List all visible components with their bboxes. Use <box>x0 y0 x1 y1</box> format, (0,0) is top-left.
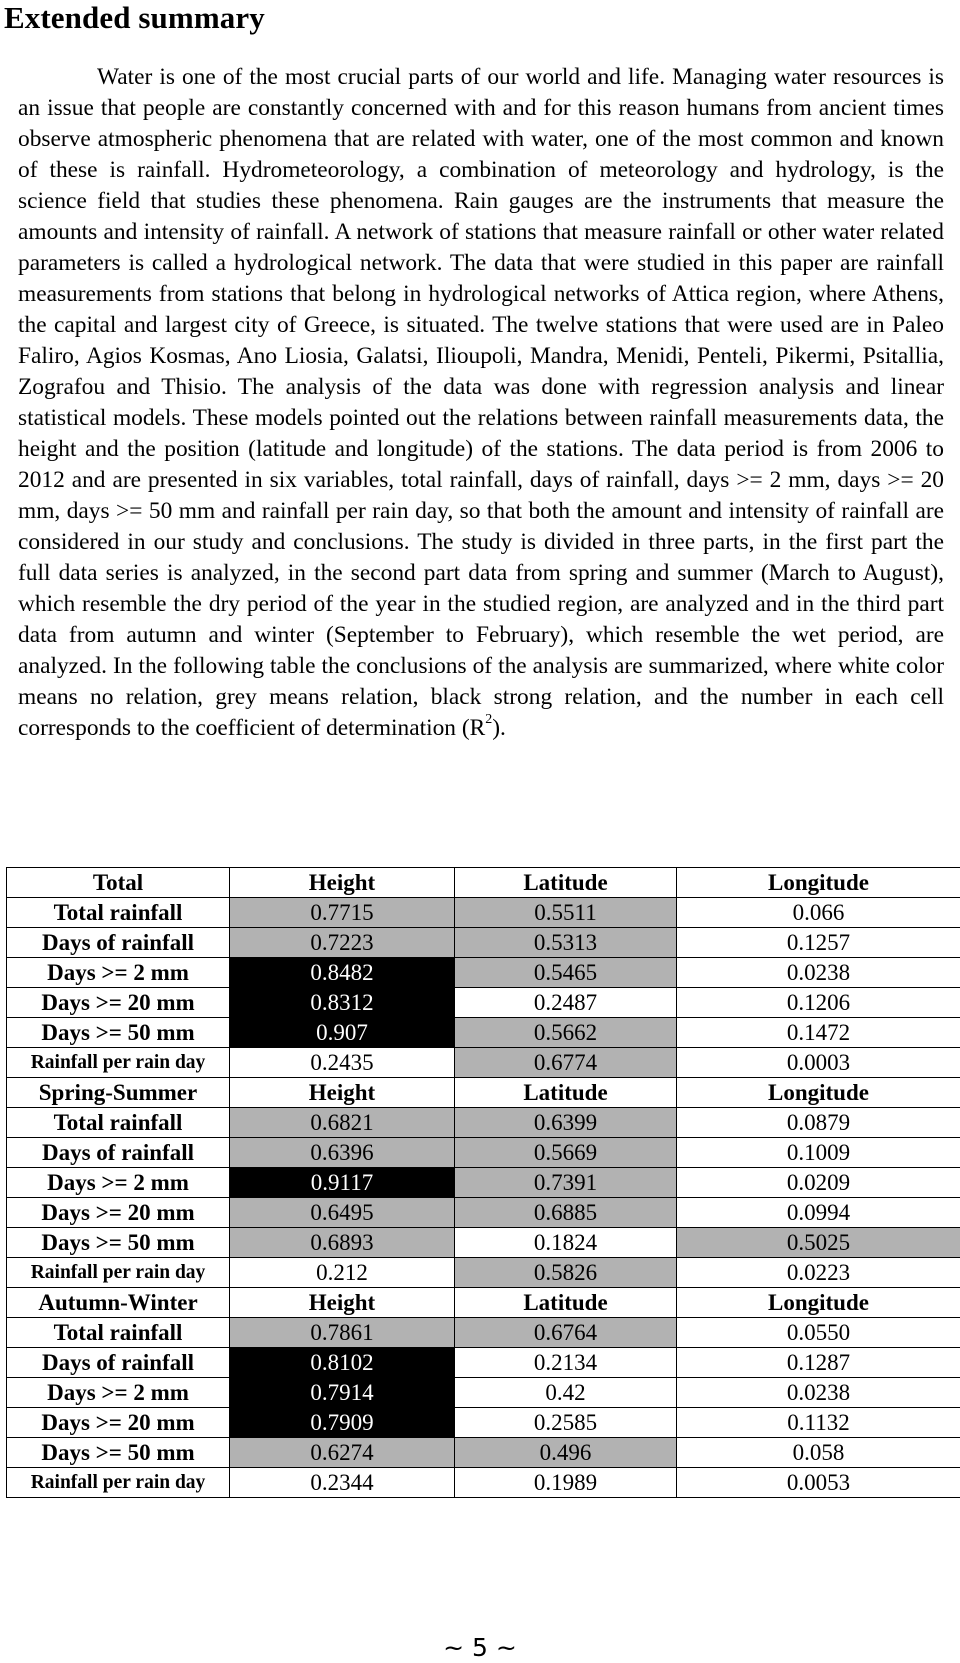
r2-value-cell: 0.2487 <box>455 988 677 1018</box>
r2-value-cell: 0.7223 <box>230 928 455 958</box>
table-row <box>7 1258 960 1288</box>
r2-value-cell: 0.5826 <box>455 1258 677 1288</box>
table-row <box>7 1408 960 1438</box>
summary-body: Water is one of the most crucial parts of our world and life. Managing water resources is an issue that people are constantly concerned with and for this reason humans from ancient times observe atmospheric phenomena that are related with water, one of the most common and known of these is rainfall. Hydrometeorology, a combination of meteorology and hydrology, is the science field that studies these phenomena. Rain gauges are the instruments that measure the amounts and intensity of rainfall. A network of stations that measure rainfall or other water related parameters is called a hydrological network. The data that were studied in this paper are rainfall measurements from stations that belong in hydrological networks of Attica region, where Athens, the capital and largest city of Greece, is situated. The twelve stations that were used are in Paleo Faliro, Agios Kosmas, Ano Liosia, Galatsi, Ilioupoli, Mandra, Menidi, Penteli, Pikermi, Psitallia, Zografou and Thisio. The analysis of the data was done with regression analysis and linear statistical models. These models pointed out the relations between rainfall measurements data, the height and the position (latitude and longitude) of the stations. The data period is from 2006 to 2012 and are presented in six variables, total rainfall, days of rainfall, days >= 2 mm, days >= 20 mm, days >= 50 mm and rainfall per rain day, so that both the amount and intensity of rainfall are considered in our study and conclusions. The study is divided in three parts, in the first part the full data series is analyzed, in the second part data from spring and summer (March to August), which resemble the dry period of the year in the studied region, are analyzed and in the third part data from autumn and winter (September to February), which resemble the wet period, are analyzed. In the following table the conclusions of the analysis are summarized, where white color means no relation, grey means relation, black strong relation, and the number in each cell corresponds to the coefficient of determination (R <box>18 64 944 741</box>
row-label: Rainfall per rain day <box>7 1468 230 1498</box>
r2-value-cell: 0.0238 <box>677 1378 960 1408</box>
r2-value-cell: 0.6821 <box>230 1108 455 1138</box>
r2-value-cell: 0.907 <box>230 1018 455 1048</box>
table-row <box>7 1168 960 1198</box>
r2-value-cell: 0.0223 <box>677 1258 960 1288</box>
r-squared-superscript: 2 <box>485 712 493 728</box>
column-header: Latitude <box>455 1078 677 1108</box>
table-row <box>7 988 960 1018</box>
section-header-row <box>7 1078 960 1108</box>
column-header: Latitude <box>455 868 677 898</box>
r2-value-cell: 0.5662 <box>455 1018 677 1048</box>
r2-value-cell: 0.6893 <box>230 1228 455 1258</box>
r2-value-cell: 0.496 <box>455 1438 677 1468</box>
row-label: Total rainfall <box>7 1318 230 1348</box>
r2-value-cell: 0.212 <box>230 1258 455 1288</box>
summary-paragraph <box>18 62 944 744</box>
r2-value-cell: 0.6774 <box>455 1048 677 1078</box>
table-row <box>7 1048 960 1078</box>
column-header: Longitude <box>677 1288 960 1318</box>
r2-value-cell: 0.058 <box>677 1438 960 1468</box>
r2-value-cell: 0.0053 <box>677 1468 960 1498</box>
r2-value-cell: 0.0994 <box>677 1198 960 1228</box>
r2-value-cell: 0.0238 <box>677 958 960 988</box>
r2-value-cell: 0.1472 <box>677 1018 960 1048</box>
r2-value-cell: 0.6885 <box>455 1198 677 1228</box>
table-row <box>7 1438 960 1468</box>
summary-closing: ). <box>492 715 506 741</box>
r2-value-cell: 0.1132 <box>677 1408 960 1438</box>
table-row <box>7 958 960 988</box>
results-table <box>6 867 960 1498</box>
table-row <box>7 1018 960 1048</box>
r2-value-cell: 0.0550 <box>677 1318 960 1348</box>
r2-value-cell: 0.0003 <box>677 1048 960 1078</box>
r2-value-cell: 0.8312 <box>230 988 455 1018</box>
column-header: Height <box>230 1288 455 1318</box>
r2-value-cell: 0.6399 <box>455 1108 677 1138</box>
row-label: Days >= 50 mm <box>7 1228 230 1258</box>
table-row <box>7 928 960 958</box>
r2-value-cell: 0.2435 <box>230 1048 455 1078</box>
page-title: Extended summary <box>4 0 265 35</box>
r2-value-cell: 0.7391 <box>455 1168 677 1198</box>
r2-value-cell: 0.6764 <box>455 1318 677 1348</box>
row-label: Days >= 2 mm <box>7 958 230 988</box>
r2-value-cell: 0.7914 <box>230 1378 455 1408</box>
table-row <box>7 1348 960 1378</box>
table-row <box>7 1138 960 1168</box>
section-title: Total <box>7 868 230 898</box>
table-row <box>7 1198 960 1228</box>
row-label: Days >= 20 mm <box>7 1198 230 1228</box>
r2-value-cell: 0.5025 <box>677 1228 960 1258</box>
row-label: Days >= 20 mm <box>7 988 230 1018</box>
table-row <box>7 1228 960 1258</box>
r2-value-cell: 0.1009 <box>677 1138 960 1168</box>
column-header: Latitude <box>455 1288 677 1318</box>
r2-value-cell: 0.6274 <box>230 1438 455 1468</box>
r2-value-cell: 0.5511 <box>455 898 677 928</box>
r2-value-cell: 0.1287 <box>677 1348 960 1378</box>
r2-value-cell: 0.6495 <box>230 1198 455 1228</box>
row-label: Days >= 50 mm <box>7 1438 230 1468</box>
r2-value-cell: 0.1257 <box>677 928 960 958</box>
r2-value-cell: 0.9117 <box>230 1168 455 1198</box>
row-label: Days of rainfall <box>7 928 230 958</box>
page-number: ~ 5 ~ <box>443 1633 517 1662</box>
row-label: Total rainfall <box>7 898 230 928</box>
column-header: Longitude <box>677 1078 960 1108</box>
r2-value-cell: 0.1989 <box>455 1468 677 1498</box>
r2-value-cell: 0.0879 <box>677 1108 960 1138</box>
section-title: Spring-Summer <box>7 1078 230 1108</box>
r2-value-cell: 0.2344 <box>230 1468 455 1498</box>
row-label: Days of rainfall <box>7 1348 230 1378</box>
row-label: Days >= 20 mm <box>7 1408 230 1438</box>
row-label: Days >= 50 mm <box>7 1018 230 1048</box>
table-row <box>7 1108 960 1138</box>
r2-value-cell: 0.6396 <box>230 1138 455 1168</box>
r2-value-cell: 0.8482 <box>230 958 455 988</box>
r2-value-cell: 0.5465 <box>455 958 677 988</box>
table-row <box>7 1378 960 1408</box>
r2-value-cell: 0.2134 <box>455 1348 677 1378</box>
row-label: Days >= 2 mm <box>7 1168 230 1198</box>
row-label: Days >= 2 mm <box>7 1378 230 1408</box>
results-table-body <box>7 868 960 1498</box>
r2-value-cell: 0.1824 <box>455 1228 677 1258</box>
row-label: Rainfall per rain day <box>7 1258 230 1288</box>
column-header: Longitude <box>677 868 960 898</box>
table-row <box>7 1318 960 1348</box>
r2-value-cell: 0.0209 <box>677 1168 960 1198</box>
table-row <box>7 1468 960 1498</box>
section-title: Autumn-Winter <box>7 1288 230 1318</box>
r2-value-cell: 0.7715 <box>230 898 455 928</box>
r2-value-cell: 0.5313 <box>455 928 677 958</box>
r2-value-cell: 0.42 <box>455 1378 677 1408</box>
row-label: Rainfall per rain day <box>7 1048 230 1078</box>
section-header-row <box>7 1288 960 1318</box>
r2-value-cell: 0.5669 <box>455 1138 677 1168</box>
r2-value-cell: 0.1206 <box>677 988 960 1018</box>
r2-value-cell: 0.7909 <box>230 1408 455 1438</box>
column-header: Height <box>230 868 455 898</box>
table-row <box>7 898 960 928</box>
r2-value-cell: 0.7861 <box>230 1318 455 1348</box>
r2-value-cell: 0.8102 <box>230 1348 455 1378</box>
section-header-row <box>7 868 960 898</box>
r2-value-cell: 0.2585 <box>455 1408 677 1438</box>
r2-value-cell: 0.066 <box>677 898 960 928</box>
column-header: Height <box>230 1078 455 1108</box>
row-label: Total rainfall <box>7 1108 230 1138</box>
row-label: Days of rainfall <box>7 1138 230 1168</box>
